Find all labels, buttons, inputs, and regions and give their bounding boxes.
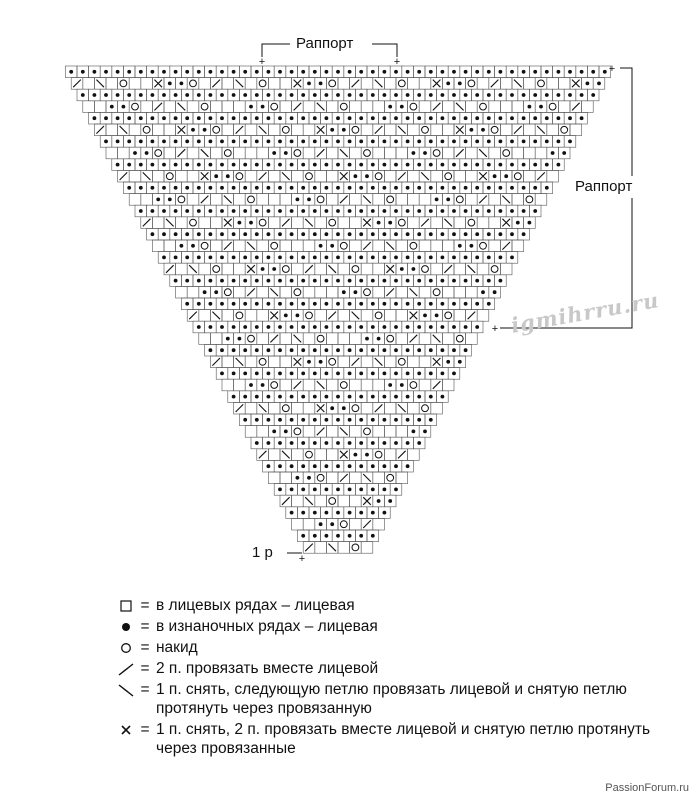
square-icon bbox=[118, 596, 134, 615]
legend-text: 2 п. провязать вместе лицевой bbox=[156, 660, 379, 677]
backslash-icon bbox=[118, 680, 134, 699]
circle-icon bbox=[118, 638, 134, 657]
legend-eq: = bbox=[140, 721, 150, 738]
legend-item bbox=[118, 720, 678, 758]
legend-eq: = bbox=[140, 660, 150, 677]
plus-mark: + bbox=[393, 56, 401, 68]
plus-mark: + bbox=[298, 553, 306, 565]
legend-text: 1 п. снять, 2 п. провязать вместе лицевой и снятую петлю протянуть через провязанные bbox=[156, 721, 651, 757]
legend-eq: = bbox=[140, 618, 150, 635]
row-one-label: 1 р bbox=[252, 544, 273, 561]
rapport-side-bracket-top bbox=[620, 68, 632, 176]
plus-mark: + bbox=[608, 63, 616, 75]
rapport-side-label: Раппорт bbox=[575, 178, 633, 195]
legend-item bbox=[118, 617, 678, 636]
plus-mark: + bbox=[258, 56, 266, 68]
rapport-top-bracket-left bbox=[262, 44, 290, 57]
legend-eq: = bbox=[140, 597, 150, 614]
legend-text: в лицевых рядах – лицевая bbox=[156, 597, 355, 614]
slash-icon bbox=[118, 659, 134, 678]
legend-item bbox=[118, 638, 678, 657]
legend-text: 1 п. снять, следующую петлю провязать лицевой и снятую петлю протянуть через провязанную bbox=[156, 681, 627, 717]
dot-icon bbox=[118, 617, 134, 636]
rapport-top-label: Раппорт bbox=[296, 35, 354, 52]
footer-credit: PassionForum.ru bbox=[605, 782, 689, 794]
legend-eq: = bbox=[140, 639, 150, 656]
legend-item bbox=[118, 659, 678, 678]
cross-icon bbox=[118, 720, 134, 739]
legend-eq: = bbox=[140, 681, 150, 698]
legend-text: в изнаночных рядах – лицевая bbox=[156, 618, 378, 635]
watermark: igmihrru.ru bbox=[508, 287, 662, 338]
plus-mark: + bbox=[491, 323, 499, 335]
legend-text: накид bbox=[156, 639, 198, 656]
legend bbox=[118, 596, 678, 760]
legend-item bbox=[118, 680, 678, 718]
legend-item bbox=[118, 596, 678, 615]
